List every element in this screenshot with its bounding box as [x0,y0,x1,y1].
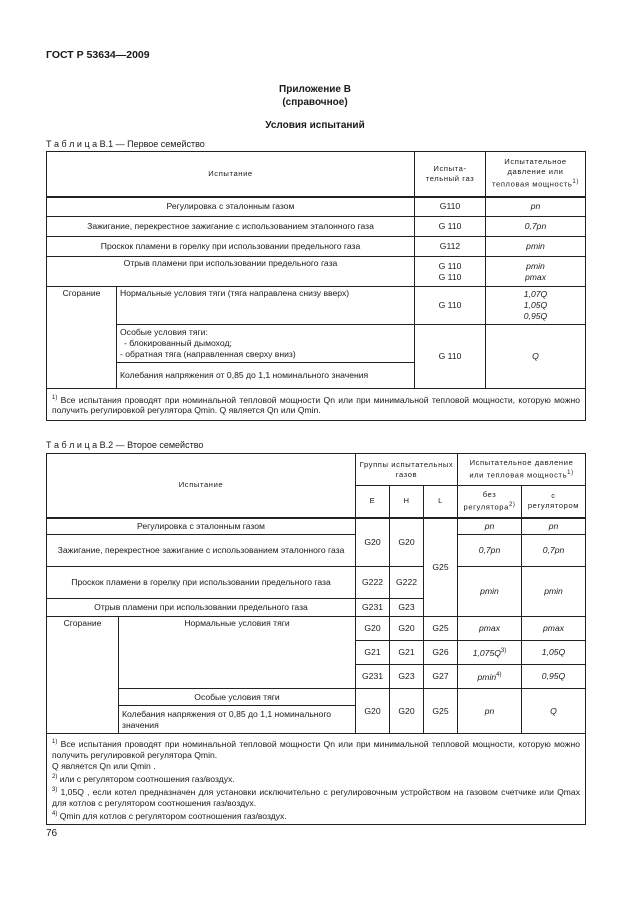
t2r6-v2: 1,05Q [522,641,586,665]
t2r5-l: G25 [424,617,458,641]
table2-head-l: L [424,486,458,518]
table1-header-row [47,152,586,197]
t1r5-val: 1,07Q 1,05Q 0,95Q [486,287,586,325]
t2r6-h: G21 [390,641,424,665]
table-row [47,287,586,325]
t1r4-test: Отрыв пламени при использовании предельного газа [47,257,415,287]
t2r3-test: Проскок пламени в горелку при использовании предельного газа [47,567,356,599]
t2r7-h: G23 [390,665,424,689]
t2r6-e: G21 [356,641,390,665]
t2r1234-l: G25 [424,518,458,617]
table2-caption [46,440,203,450]
t2r5-v1: pmax [458,617,522,641]
table1-caption-rest: — Первое семейство [113,139,205,149]
table-row [47,217,586,237]
table2-footnotes-row [47,734,586,825]
table1-footnote-row [47,389,586,421]
t2r12-h: G20 [390,518,424,567]
t1r67-val: Q [486,325,586,389]
t1r1-gas: G110 [415,197,486,217]
table2-head-pressure: Испытательное давление или тепловая мощность$^{1)}$ [458,454,586,486]
table1 [46,151,586,421]
t2r89-v1: pn [458,689,522,734]
t2r7-v1: pmin$^{4)}$ [458,665,522,689]
t2r4-e: G231 [356,599,390,617]
t1r2-val: 0,7pn [486,217,586,237]
t2r6-v1: $1,075Q^{3)}$ [458,641,522,665]
table1-head-pressure-fn: 1) [572,179,579,186]
t2r4-test: Отрыв пламени при использовании предельного газа [47,599,356,617]
t2r2-v1: 0,7pn [458,535,522,567]
t2r89-v2: Q [522,689,586,734]
table1-caption [46,139,205,149]
table2-head-groups: Группы испытательных газов [356,454,458,486]
table2-header-row1 [47,454,586,486]
table1-head-pressure-text: Испытательное давление или тепловая мощность [492,157,573,190]
t2r2-v2: 0,7pn [522,535,586,567]
table-row [47,197,586,217]
table2-head-e: E [356,486,390,518]
t2r8-test: Особые условия тяги [119,689,356,706]
table1-head-gas: Испыта-тельный газ [415,152,486,197]
t2r2-test: Зажигание, перекрестное зажигание с использованием эталонного газа [47,535,356,567]
t2r1-test: Регулировка с эталонным газом [47,518,356,535]
t2r89-h: G20 [390,689,424,734]
t2r34-v2: pmin [522,567,586,617]
t2r9-test: Колебания напряжения от 0,85 до 1,1 номинального значения [119,706,356,734]
t1r2-gas: G 110 [415,217,486,237]
section-title: Условия испытаний [265,120,365,131]
t1-combustion-group: Сгорание [47,287,117,389]
page-number: 76 [46,828,58,839]
table-row [47,535,586,567]
t1r5-gas: G 110 [415,287,486,325]
document-code: ГОСТ Р 53634—2009 [46,49,150,61]
t1r1-test: Регулировка с эталонным газом [47,197,415,217]
t1r3-val: pmin [486,237,586,257]
t1r6-test: Особые условия тяги: - блокированный дымоход; - обратная тяга (направленная сверху вниз) [117,325,415,363]
table2-head-with-reg: с регулятором [522,486,586,518]
t1r7-test: Колебания напряжения от 0,85 до 1,1 номинального значения [117,363,415,389]
t2r3-h: G222 [390,567,424,599]
t2r4-h: G23 [390,599,424,617]
t2r7-e: G231 [356,665,390,689]
table2 [46,453,586,825]
table2-footnote-3: $^{3)}$ 1,05Q , если котел предназначен для установки исключительно с регулировочным устройством на газовом счетчике или Qmax для котлов с регулятором соотношения газ/воздух. [52,786,581,808]
t1r4-val: pmin pmax [486,257,586,287]
table2-head-h: H [390,486,424,518]
table1-head-test: Испытание [47,152,415,197]
t1r3-test: Проскок пламени в горелку при использовании предельного газа [47,237,415,257]
table-row [47,518,586,535]
t2-combustion-group: Сгорание [47,617,119,734]
table-row [47,257,586,287]
table-row [47,567,586,599]
t1r5-test: Нормальные условия тяги (тяга направлена снизу вверх) [117,287,415,325]
t1r4-gas: G 110 G 110 [415,257,486,287]
table2-footnote-1: $^{1)}$ Все испытания проводят при номинальной тепловой мощности Qn или при минимальной тепловой мощности, которую можно получить регулировкой регулятора Qmin. [52,738,581,760]
table2-head-without-reg: без регулятора$^{2)}$ [458,486,522,518]
t2r1-v1: pn [458,518,522,535]
t1r2-test: Зажигание, перекрестное зажигание с использованием эталонного газа [47,217,415,237]
table-row [47,237,586,257]
table-row [47,617,586,641]
table1-head-pressure [486,152,586,197]
table2-head-test: Испытание [47,454,356,518]
table2-footnote-2: $^{2)}$ или с регулятором соотношения газ/воздух. [52,773,235,784]
t2r5-test: Нормальные условия тяги [119,617,356,689]
table2-caption-rest: — Второе семейство [113,440,204,450]
appendix-title: Приложение В [279,84,351,95]
table2-footnote-4: $^{4)}$ Qmin для котлов с регулятором соотношения газ/воздух. [52,810,287,821]
table2-caption-prefix: Т а б л и ц а В.2 [46,440,114,450]
t1r3-gas: G112 [415,237,486,257]
t2r89-e: G20 [356,689,390,734]
t2r7-v2: 0,95Q [522,665,586,689]
t1r67-gas: G 110 [415,325,486,389]
t2r6-l: G26 [424,641,458,665]
table-row [47,325,586,363]
table1-footnote: $^{1)}$ Все испытания проводят при номинальной тепловой мощности Qn или при минимальной тепловой мощности, которую можно получить регулировкой регулятора Qmin. Q является Qn или Qmin. [47,389,586,421]
t2r89-l: G25 [424,689,458,734]
table1-caption-prefix: Т а б л и ц а В.1 [46,139,114,149]
table2-footnote-1b: Q является Qn или Qmin . [52,760,156,771]
table-row [47,689,586,706]
appendix-subtitle: (справочное) [282,97,348,108]
t2r5-e: G20 [356,617,390,641]
t2r7-l: G27 [424,665,458,689]
t2r5-h: G20 [390,617,424,641]
t2r5-v2: pmax [522,617,586,641]
t2r3-e: G222 [356,567,390,599]
t2r1-v2: pn [522,518,586,535]
table2-footnotes [47,734,586,825]
t2r34-v1: pmin [458,567,522,617]
t2r12-e: G20 [356,518,390,567]
t1r1-val: pn [486,197,586,217]
